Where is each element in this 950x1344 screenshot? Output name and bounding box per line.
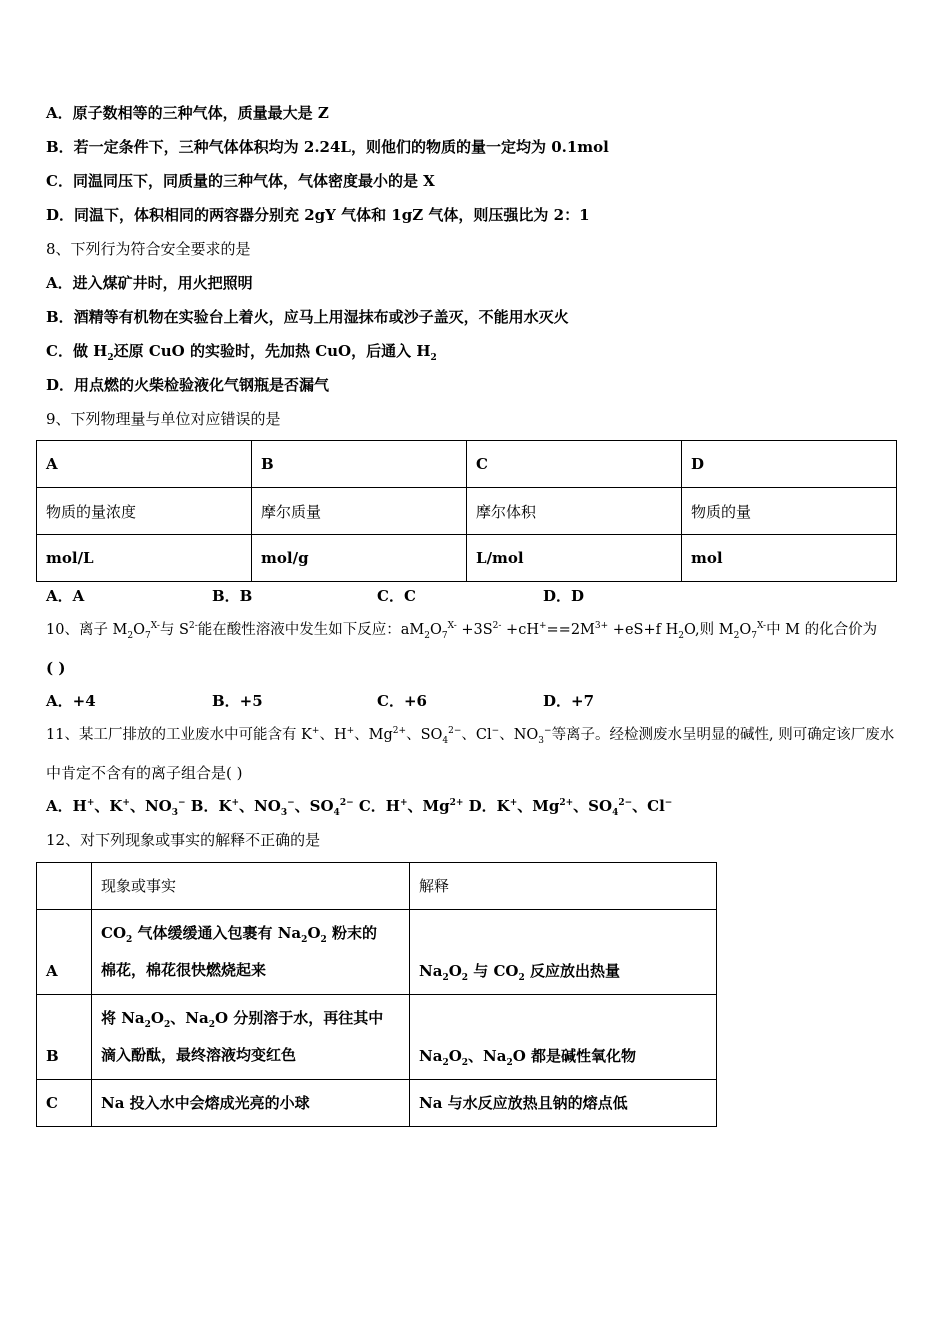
subscript: 2 — [430, 353, 437, 363]
fact-line-1 — [101, 1000, 400, 1037]
text-run: 将 Na — [101, 1009, 145, 1027]
table-row — [37, 1080, 717, 1127]
text-run: 11、某工厂排放的工业废水中可能含有 K — [46, 727, 312, 743]
subscript: 2 — [144, 1020, 151, 1030]
q8-option-c — [46, 341, 437, 361]
superscript: + — [538, 621, 547, 632]
row-label: A — [37, 910, 92, 995]
subscript: 2 — [320, 935, 327, 945]
text-run: 、SO — [294, 797, 334, 815]
text-run: O — [739, 622, 752, 638]
fact-line-2: 滴入酚酞，最终溶液均变红色 — [101, 1046, 297, 1064]
text-run: O — [133, 622, 146, 638]
superscript: + — [509, 798, 518, 808]
superscript: 2- — [188, 621, 198, 632]
superscript: + — [399, 798, 408, 808]
text-run: 、SO — [406, 727, 443, 743]
q7-option-d — [46, 205, 590, 225]
text-run: 、Na — [468, 1047, 507, 1065]
explanation-cell — [410, 910, 717, 995]
text-run: Na — [419, 1047, 443, 1065]
text-run: 、Cl — [461, 727, 492, 743]
text-run: D．K — [463, 797, 510, 815]
text-run: +cH — [501, 622, 539, 638]
q12-stem: 12、对下列现象或事实的解释不正确的是 — [46, 831, 321, 849]
text-run: A．H — [46, 797, 87, 815]
text-run: C．做 H — [46, 342, 108, 360]
text-run: 、Mg — [517, 797, 560, 815]
text-run: A．原子数相等的三种气体，质量最大是 Z — [46, 104, 329, 122]
q11-stem-line2: 中肯定不含有的离子组合是( ) — [46, 764, 243, 782]
text-run: A．进入煤矿井时，用火把照明 — [46, 274, 253, 292]
superscript: 2+ — [449, 798, 464, 808]
q9-stem: 9、下列物理量与单位对应错误的是 — [46, 410, 281, 428]
text-run: C．同温同压下，同质量的三种气体，气体密度最小的是 X — [46, 172, 435, 190]
fact-cell — [92, 995, 410, 1080]
text-run: O — [448, 962, 462, 980]
superscript: + — [122, 798, 130, 808]
subscript: 7 — [441, 630, 448, 641]
superscript: − — [287, 798, 295, 808]
table-header-cell — [37, 863, 92, 910]
subscript: 2 — [208, 1020, 215, 1030]
q9-option-c: C．C — [377, 587, 416, 605]
superscript: − — [491, 726, 500, 737]
table-cell: mol/g — [252, 535, 467, 582]
subscript: 4 — [333, 808, 340, 818]
superscript: 2+ — [559, 798, 574, 808]
text-run: Na — [419, 962, 443, 980]
text-run: O 分别溶于水，再往其中 — [214, 1009, 384, 1027]
text-run: C．H — [353, 797, 400, 815]
text-run: O — [150, 1009, 164, 1027]
superscript: 2− — [339, 798, 354, 808]
table-row — [37, 995, 717, 1080]
row-label: B — [37, 995, 92, 1080]
text-run: 反应放出热量 — [524, 962, 620, 980]
superscript: X- — [447, 621, 457, 632]
q10-answer-paren: ( ) — [46, 659, 66, 677]
explanation-cell — [410, 1080, 717, 1127]
subscript: 2 — [127, 630, 134, 641]
table-row — [37, 441, 897, 488]
subscript: 2 — [442, 973, 449, 983]
subscript: 2 — [733, 630, 740, 641]
superscript: + — [311, 726, 320, 737]
text-run: 中 M 的化合价为 — [766, 622, 878, 638]
text-run: 与 S — [159, 622, 189, 638]
q8-option-a — [46, 273, 253, 293]
fact-line-1 — [101, 915, 400, 952]
q9-option-a: A．A — [46, 587, 85, 605]
superscript: 2+ — [392, 726, 407, 737]
subscript: 2 — [107, 353, 114, 363]
text-run: O 都是碱性氧化物 — [512, 1047, 637, 1065]
q7-option-c — [46, 171, 435, 191]
table-cell: mol — [682, 535, 897, 582]
table-header-row — [37, 863, 717, 910]
text-run: 还原 CuO 的实验时，先加热 CuO，后通入 H — [113, 342, 431, 360]
table-cell: B — [252, 441, 467, 488]
table-header-cell: 解释 — [410, 863, 717, 910]
superscript: + — [346, 726, 355, 737]
text-run: B．酒精等有机物在实验台上着火，应马上用湿抹布或沙子盖灭，不能用水灭火 — [46, 308, 569, 326]
table-cell: A — [37, 441, 252, 488]
q8-option-d — [46, 375, 329, 395]
text-run: ==2M — [546, 622, 595, 638]
superscript: X- — [150, 621, 160, 632]
superscript: + — [231, 798, 240, 808]
q10-option-c: C．+6 — [377, 692, 427, 710]
text-run: Na 投入水中会熔成光亮的小球 — [101, 1093, 310, 1112]
text-run: 、K — [94, 797, 123, 815]
q10-option-a: A．+4 — [46, 692, 96, 710]
fact-cell — [92, 1080, 410, 1127]
superscript: 3+ — [594, 621, 609, 632]
q9-option-b: B．B — [212, 587, 253, 605]
subscript: 2 — [164, 1020, 171, 1030]
superscript: 2− — [618, 798, 633, 808]
subscript: 2 — [442, 1058, 449, 1068]
text-run: 粉末的 — [326, 924, 378, 942]
superscript: 2- — [492, 621, 502, 632]
text-run: 、Na — [170, 1009, 209, 1027]
text-run: 、Cl — [632, 797, 665, 815]
text-run: +3S — [456, 622, 493, 638]
text-run: 气体缓缓通入包裹有 Na — [132, 924, 302, 942]
row-label: C — [37, 1080, 92, 1127]
superscript: X- — [756, 621, 767, 632]
text-run: Na 与水反应放热且钠的熔点低 — [419, 1093, 628, 1112]
text-run: O — [429, 622, 442, 638]
text-run: D．用点燃的火柴检验液化气钢瓶是否漏气 — [46, 376, 330, 394]
subscript: 2 — [506, 1058, 513, 1068]
explanation-cell — [410, 995, 717, 1080]
text-run: 等离子。经检测废水呈明显的碱性, 则可确定该厂废水 — [551, 727, 895, 743]
text-run: D．同温下，体积相同的两容器分别充 2gY 气体和 1gZ 气体，则压强比为 2：1 — [46, 206, 590, 224]
table-cell: 物质的量浓度 — [37, 488, 252, 535]
text-run: 、NO — [129, 797, 172, 815]
superscript: 2− — [448, 726, 462, 737]
q9-option-d: D．D — [543, 587, 585, 605]
subscript: 2 — [461, 1058, 469, 1068]
superscript: − — [544, 726, 552, 737]
text-run: 、SO — [573, 797, 613, 815]
text-run: 、Mg — [407, 797, 450, 815]
subscript: 2 — [424, 630, 430, 641]
superscript: + — [86, 798, 95, 808]
q11-stem-line1 — [46, 725, 894, 745]
q11-options — [46, 796, 672, 816]
table-row — [37, 488, 897, 535]
text-run: 、Mg — [354, 727, 393, 743]
subscript: 2 — [301, 935, 308, 945]
fact-line-2: 棉花，棉花很快燃烧起来 — [101, 961, 267, 979]
subscript: 4 — [612, 808, 619, 818]
text-run: 能在酸性溶液中发生如下反应：aM — [197, 622, 425, 638]
text-run: 、H — [319, 727, 347, 743]
table-cell: D — [682, 441, 897, 488]
subscript: 3 — [280, 808, 288, 818]
table-cell: 物质的量 — [682, 488, 897, 535]
text-run: B．若一定条件下，三种气体体积均为 2.24L，则他们的物质的量一定均为 0.1mol — [46, 138, 609, 156]
q8-option-b — [46, 307, 569, 327]
q7-option-b — [46, 137, 609, 157]
subscript: 4 — [442, 735, 449, 746]
text-run: 与 CO — [468, 962, 519, 980]
table-cell: L/mol — [467, 535, 682, 582]
table-header-cell: 现象或事实 — [92, 863, 410, 910]
subscript: 2 — [126, 935, 133, 945]
text-run: CO — [101, 924, 127, 942]
text-run: +eS+f H — [608, 622, 679, 638]
table-cell: 摩尔质量 — [252, 488, 467, 535]
subscript: 7 — [145, 630, 151, 641]
q7-option-a — [46, 103, 329, 123]
subscript: 2 — [461, 973, 469, 983]
superscript: − — [664, 798, 673, 808]
q10-stem — [46, 620, 877, 640]
table-cell: C — [467, 441, 682, 488]
subscript: 7 — [751, 630, 757, 641]
text-run: 、NO — [499, 727, 539, 743]
q8-stem: 8、下列行为符合安全要求的是 — [46, 240, 251, 258]
text-run: O,则 M — [683, 622, 734, 638]
text-run: B．K — [185, 797, 232, 815]
q12-table — [36, 862, 717, 1127]
table-cell: mol/L — [37, 535, 252, 582]
text-run: O — [307, 924, 321, 942]
subscript: 2 — [678, 630, 684, 641]
table-row — [37, 910, 717, 995]
subscript: 2 — [518, 973, 525, 983]
text-run: 10、离子 M — [46, 622, 128, 638]
table-cell: 摩尔体积 — [467, 488, 682, 535]
table-row — [37, 535, 897, 582]
q9-table — [36, 440, 897, 582]
text-run: 、NO — [239, 797, 281, 815]
q10-option-b: B．+5 — [212, 692, 263, 710]
text-run: O — [448, 1047, 462, 1065]
q10-option-d: D．+7 — [543, 692, 595, 710]
fact-cell — [92, 910, 410, 995]
superscript: − — [178, 798, 186, 808]
subscript: 3 — [171, 808, 178, 818]
subscript: 3 — [538, 735, 545, 746]
